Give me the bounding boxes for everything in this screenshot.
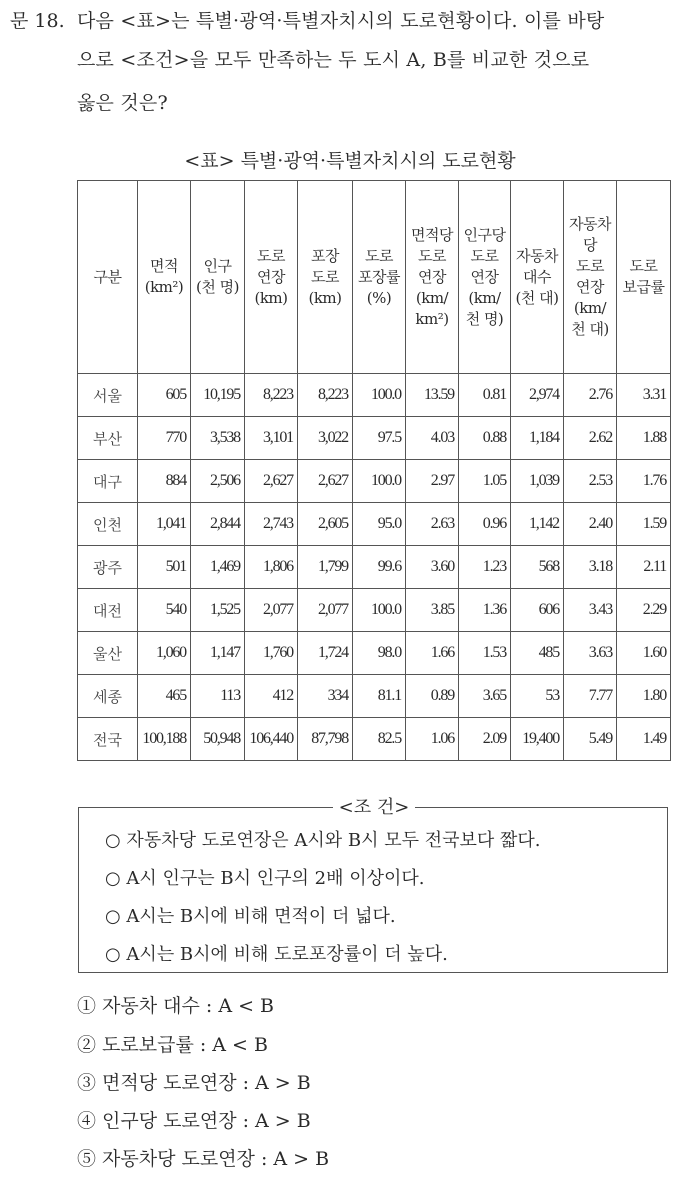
value-cell: 3.60 xyxy=(406,546,459,589)
value-cell: 2.29 xyxy=(617,589,671,632)
column-header-line: (km) xyxy=(254,288,288,307)
table-header-row xyxy=(78,181,671,374)
question-text-line-2: 으로 <조건>을 모두 만족하는 두 도시 A, B를 비교한 것으로 xyxy=(77,49,590,71)
column-header-line: 천 대) xyxy=(571,320,609,338)
table-row xyxy=(78,374,671,417)
value-cell: 2.53 xyxy=(564,460,617,503)
value-cell: 501 xyxy=(138,546,191,589)
table-row xyxy=(78,546,671,589)
value-cell: 2.11 xyxy=(617,546,671,589)
question-text-line-3: 옳은 것은? xyxy=(77,92,168,114)
value-cell: 485 xyxy=(511,632,564,675)
value-cell: 2,743 xyxy=(245,503,298,546)
question-number: 문 18. xyxy=(10,10,65,32)
value-cell: 1,525 xyxy=(191,589,245,632)
condition-item: ○ A시는 B시에 비해 도로포장률이 더 높다. xyxy=(105,944,448,965)
column-header xyxy=(511,181,564,374)
value-cell: 1.60 xyxy=(617,632,671,675)
column-header-line: 면적 xyxy=(150,257,178,275)
column-header-line: 자동차 xyxy=(569,215,611,233)
value-cell: 2,627 xyxy=(298,460,353,503)
value-cell: 98.0 xyxy=(353,632,406,675)
column-header-line: km²) xyxy=(415,309,449,328)
conditions-title: <조 건> xyxy=(79,793,669,819)
value-cell: 1.49 xyxy=(617,718,671,761)
value-cell: 1,799 xyxy=(298,546,353,589)
column-header xyxy=(138,181,191,374)
conditions-box xyxy=(78,797,668,973)
question-text-line-1: 다음 <표>는 특별·광역·특별자치시의 도로현황이다. 이를 바탕 xyxy=(77,10,605,32)
city-name-cell: 대전 xyxy=(78,589,138,632)
city-name-cell: 대구 xyxy=(78,460,138,503)
option-2[interactable]: ② 도로보급률 : A < B xyxy=(77,1034,268,1056)
city-name-cell: 광주 xyxy=(78,546,138,589)
condition-item: ○ 자동차당 도로연장은 A시와 B시 모두 전국보다 짧다. xyxy=(105,830,541,851)
value-cell: 8,223 xyxy=(245,374,298,417)
table-row xyxy=(78,417,671,460)
value-cell: 3.65 xyxy=(459,675,511,718)
value-cell: 0.88 xyxy=(459,417,511,460)
value-cell: 113 xyxy=(191,675,245,718)
column-header xyxy=(406,181,459,374)
value-cell: 100,188 xyxy=(138,718,191,761)
value-cell: 1,760 xyxy=(245,632,298,675)
value-cell: 1,142 xyxy=(511,503,564,546)
column-header-line: 도로 xyxy=(470,246,499,265)
value-cell: 465 xyxy=(138,675,191,718)
column-header xyxy=(191,181,245,374)
value-cell: 4.03 xyxy=(406,417,459,460)
value-cell: 1,041 xyxy=(138,503,191,546)
condition-item: ○ A시 인구는 B시 인구의 2배 이상이다. xyxy=(105,868,425,889)
column-header-line: 면적당 xyxy=(411,225,453,244)
column-header-line: 인구 xyxy=(203,257,232,275)
column-header-line: (천 대) xyxy=(515,288,559,307)
value-cell: 1,147 xyxy=(191,632,245,675)
value-cell: 3.63 xyxy=(564,632,617,675)
column-header-line: (km/ xyxy=(415,288,449,307)
value-cell: 568 xyxy=(511,546,564,589)
value-cell: 2.97 xyxy=(406,460,459,503)
value-cell: 106,440 xyxy=(245,718,298,761)
value-cell: 1.88 xyxy=(617,417,671,460)
value-cell: 95.0 xyxy=(353,503,406,546)
city-name-cell: 전국 xyxy=(78,718,138,761)
table-row xyxy=(78,589,671,632)
city-name-cell: 서울 xyxy=(78,374,138,417)
value-cell: 1,724 xyxy=(298,632,353,675)
value-cell: 606 xyxy=(511,589,564,632)
value-cell: 2,974 xyxy=(511,374,564,417)
value-cell: 100.0 xyxy=(353,460,406,503)
value-cell: 2,077 xyxy=(298,589,353,632)
value-cell: 2.09 xyxy=(459,718,511,761)
column-header-line: 대수 xyxy=(523,267,551,286)
column-header xyxy=(78,181,138,374)
value-cell: 3,538 xyxy=(191,417,245,460)
value-cell: 2.63 xyxy=(406,503,459,546)
column-header-line: 자동차 xyxy=(516,246,558,265)
value-cell: 87,798 xyxy=(298,718,353,761)
value-cell: 81.1 xyxy=(353,675,406,718)
value-cell: 1.53 xyxy=(459,632,511,675)
column-header-line: 도로 xyxy=(311,267,339,286)
value-cell: 13.59 xyxy=(406,374,459,417)
value-cell: 1.05 xyxy=(459,460,511,503)
value-cell: 3.31 xyxy=(617,374,671,417)
value-cell: 2,627 xyxy=(245,460,298,503)
column-header-line: 연장 xyxy=(257,267,285,286)
value-cell: 2,605 xyxy=(298,503,353,546)
value-cell: 412 xyxy=(245,675,298,718)
column-header-line: (km²) xyxy=(144,278,184,296)
column-header xyxy=(353,181,406,374)
table-body xyxy=(78,374,671,761)
column-header-line: 보급률 xyxy=(622,278,665,296)
value-cell: 100.0 xyxy=(353,374,406,417)
value-cell: 1.76 xyxy=(617,460,671,503)
column-header-line: 당 xyxy=(583,236,597,254)
value-cell: 5.49 xyxy=(564,718,617,761)
option-4[interactable]: ④ 인구당 도로연장 : A > B xyxy=(77,1110,311,1132)
column-header-line: 도로 xyxy=(576,257,604,275)
value-cell: 884 xyxy=(138,460,191,503)
column-header xyxy=(459,181,511,374)
value-cell: 2.76 xyxy=(564,374,617,417)
column-header-line: 연장 xyxy=(418,267,446,286)
value-cell: 50,948 xyxy=(191,718,245,761)
value-cell: 97.5 xyxy=(353,417,406,460)
value-cell: 2,506 xyxy=(191,460,245,503)
value-cell: 19,400 xyxy=(511,718,564,761)
column-header-line: (km/ xyxy=(468,288,501,307)
column-header-line: 연장 xyxy=(576,278,604,296)
table-row xyxy=(78,632,671,675)
table-row xyxy=(78,503,671,546)
value-cell: 1.06 xyxy=(406,718,459,761)
column-header-line: 도로 xyxy=(365,246,393,265)
value-cell: 605 xyxy=(138,374,191,417)
column-header xyxy=(564,181,617,374)
column-header-line: 도로 xyxy=(418,246,446,265)
road-status-table xyxy=(77,180,671,761)
city-name-cell: 울산 xyxy=(78,632,138,675)
table-title: <표> 특별·광역·특별자치시의 도로현황 xyxy=(184,150,516,172)
condition-item: ○ A시는 B시에 비해 면적이 더 넓다. xyxy=(105,906,396,927)
column-header-line: (km) xyxy=(308,288,342,307)
column-header-line: (%) xyxy=(366,288,392,307)
value-cell: 1.59 xyxy=(617,503,671,546)
city-name-cell: 세종 xyxy=(78,675,138,718)
city-name-cell: 부산 xyxy=(78,417,138,460)
table-row xyxy=(78,460,671,503)
value-cell: 2.62 xyxy=(564,417,617,460)
column-header-line: 구분 xyxy=(93,267,122,286)
value-cell: 3.43 xyxy=(564,589,617,632)
value-cell: 1.23 xyxy=(459,546,511,589)
value-cell: 0.89 xyxy=(406,675,459,718)
value-cell: 3.85 xyxy=(406,589,459,632)
value-cell: 334 xyxy=(298,675,353,718)
value-cell: 100.0 xyxy=(353,589,406,632)
value-cell: 10,195 xyxy=(191,374,245,417)
value-cell: 3.18 xyxy=(564,546,617,589)
value-cell: 1,060 xyxy=(138,632,191,675)
value-cell: 2.40 xyxy=(564,503,617,546)
value-cell: 0.96 xyxy=(459,503,511,546)
value-cell: 7.77 xyxy=(564,675,617,718)
value-cell: 1.36 xyxy=(459,589,511,632)
value-cell: 3,101 xyxy=(245,417,298,460)
value-cell: 99.6 xyxy=(353,546,406,589)
value-cell: 770 xyxy=(138,417,191,460)
option-3[interactable]: ③ 면적당 도로연장 : A > B xyxy=(77,1072,311,1094)
column-header xyxy=(298,181,353,374)
value-cell: 8,223 xyxy=(298,374,353,417)
column-header-line: (km/ xyxy=(573,299,607,317)
column-header-line: 연장 xyxy=(470,267,499,286)
value-cell: 1,184 xyxy=(511,417,564,460)
value-cell: 1.80 xyxy=(617,675,671,718)
value-cell: 2,077 xyxy=(245,589,298,632)
city-name-cell: 인천 xyxy=(78,503,138,546)
value-cell: 0.81 xyxy=(459,374,511,417)
value-cell: 2,844 xyxy=(191,503,245,546)
value-cell: 540 xyxy=(138,589,191,632)
table-row xyxy=(78,718,671,761)
value-cell: 1,039 xyxy=(511,460,564,503)
column-header-line: 포장률 xyxy=(358,267,400,286)
column-header-line: (천 명) xyxy=(196,278,239,296)
value-cell: 1.66 xyxy=(406,632,459,675)
column-header xyxy=(245,181,298,374)
column-header-line: 포장 xyxy=(311,246,339,265)
value-cell: 53 xyxy=(511,675,564,718)
option-5[interactable]: ⑤ 자동차당 도로연장 : A > B xyxy=(77,1148,330,1170)
value-cell: 3,022 xyxy=(298,417,353,460)
option-1[interactable]: ① 자동차 대수 : A < B xyxy=(77,995,275,1017)
column-header-line: 도로 xyxy=(257,246,285,265)
table-row xyxy=(78,675,671,718)
value-cell: 1,806 xyxy=(245,546,298,589)
column-header-line: 천 명) xyxy=(465,309,504,328)
column-header xyxy=(617,181,671,374)
value-cell: 82.5 xyxy=(353,718,406,761)
column-header-line: 인구당 xyxy=(463,225,506,244)
column-header-line: 도로 xyxy=(629,257,658,275)
value-cell: 1,469 xyxy=(191,546,245,589)
